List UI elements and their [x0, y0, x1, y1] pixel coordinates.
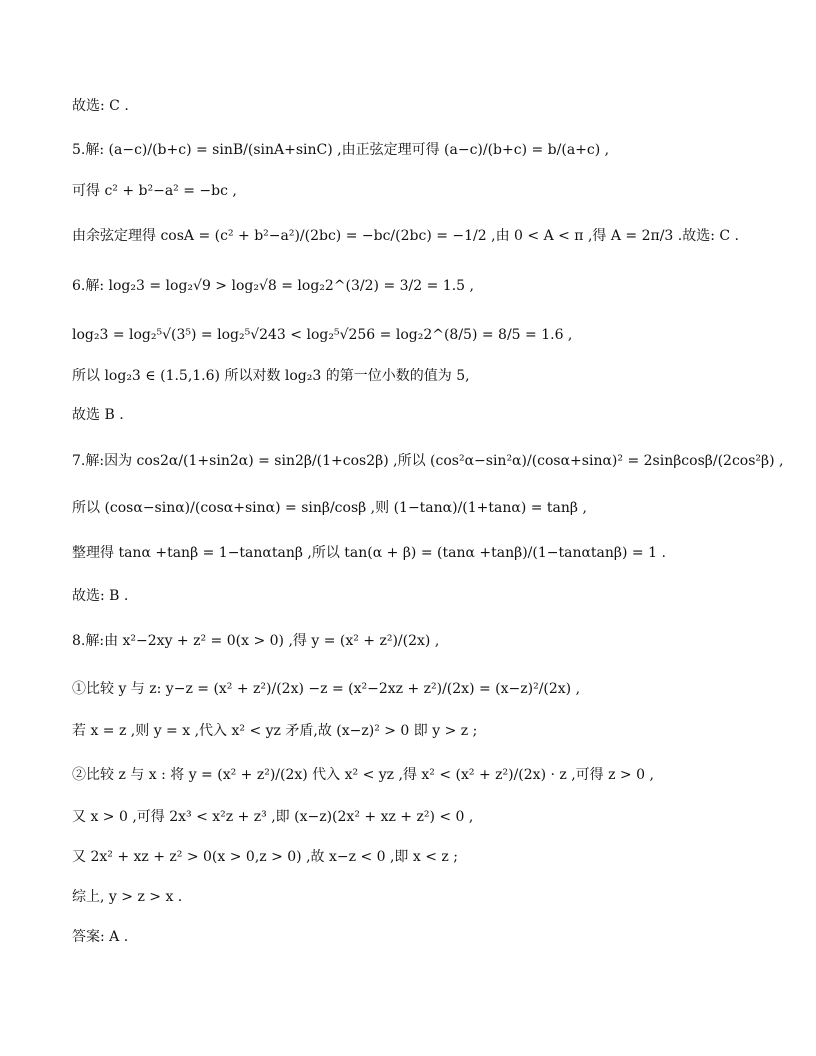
- text-line: 故选: C .: [72, 98, 129, 114]
- text-line: 8.解:由 x²−2xy + z² = 0(x > 0) ,得 y = (x² + z²)/(2x) ,: [72, 633, 440, 649]
- text-line: 又 x > 0 ,可得 2x³ < x²z + z³ ,即 (x−z)(2x² + xz + z²) < 0 ,: [72, 809, 474, 825]
- text-line: 整理得 tanα +tanβ = 1−tanαtanβ ,所以 tan(α + β) = (tanα +tanβ)/(1−tanαtanβ) = 1 .: [72, 545, 666, 561]
- text-line: 答案: A .: [72, 929, 129, 945]
- text-line: 5.解: (a−c)/(b+c) = sinB/(sinA+sinC) ,由正弦定理可得 (a−c)/(b+c) = b/(a+c) ,: [72, 142, 610, 158]
- text-line: ①比较 y 与 z: y−z = (x² + z²)/(2x) −z = (x²−2xz + z²)/(2x) = (x−z)²/(2x) ,: [72, 681, 581, 697]
- text-line: 所以 log₂3 ∈ (1.5,1.6) 所以对数 log₂3 的第一位小数的值为 5,: [72, 368, 470, 384]
- text-line: 故选 B .: [72, 407, 124, 423]
- text-line: 故选: B .: [72, 588, 129, 604]
- text-line: 7.解:因为 cos2α/(1+sin2α) = sin2β/(1+cos2β) ,所以 (cos²α−sin²α)/(cosα+sinα)² = 2sinβcosβ/(2cos²β) ,: [72, 453, 784, 469]
- text-line: 若 x = z ,则 y = x ,代入 x² < yz 矛盾,故 (x−z)² > 0 即 y > z ;: [72, 723, 478, 739]
- text-line: 可得 c² + b²−a² = −bc ,: [72, 183, 237, 199]
- text-line: ②比较 z 与 x : 将 y = (x² + z²)/(2x) 代入 x² < yz ,得 x² < (x² + z²)/(2x) · z ,可得 z > 0 ,: [72, 767, 654, 783]
- text-line: 由余弦定理得 cosA = (c² + b²−a²)/(2bc) = −bc/(2bc) = −1/2 ,由 0 < A < π ,得 A = 2π/3 .故选: C .: [72, 228, 740, 244]
- text-line: 所以 (cosα−sinα)/(cosα+sinα) = sinβ/cosβ ,则 (1−tanα)/(1+tanα) = tanβ ,: [72, 500, 587, 516]
- text-line: 又 2x² + xz + z² > 0(x > 0,z > 0) ,故 x−z < 0 ,即 x < z ;: [72, 849, 458, 865]
- text-line: 综上, y > z > x .: [72, 889, 183, 905]
- text-line: log₂3 = log₂⁵√(3⁵) = log₂⁵√243 < log₂⁵√256 = log₂2^(8/5) = 8/5 = 1.6 ,: [72, 327, 573, 343]
- text-line: 6.解: log₂3 = log₂√9 > log₂√8 = log₂2^(3/2) = 3/2 = 1.5 ,: [72, 278, 474, 294]
